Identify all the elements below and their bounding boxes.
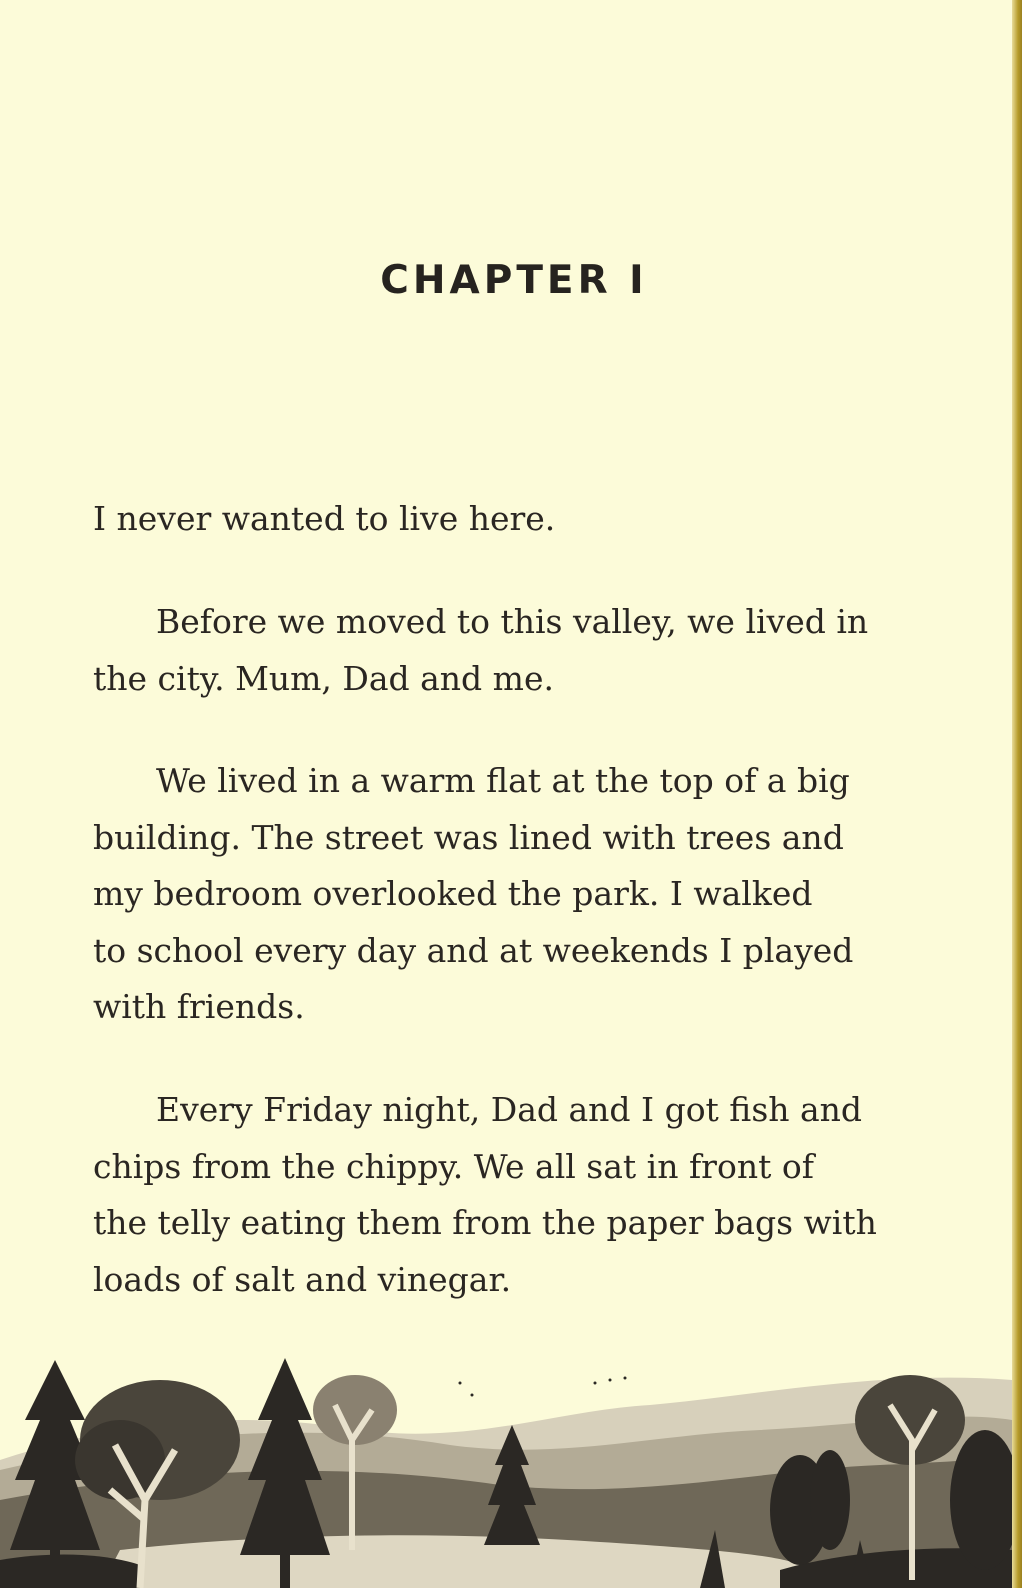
chapter-heading: CHAPTER I: [380, 258, 648, 303]
paragraph-2: [93, 594, 943, 707]
text-line: with friends.: [93, 987, 305, 1026]
text-line: We lived in a warm flat at the top of a big: [156, 761, 850, 800]
text-line: the city. Mum, Dad and me.: [93, 658, 554, 698]
text-line: loads of salt and vinegar.: [93, 1259, 512, 1299]
text-line: Every Friday night, Dad and I got fish and: [156, 1090, 863, 1129]
text-line: building. The street was lined with trees and: [93, 817, 844, 857]
paragraph-3: [93, 753, 943, 1036]
text-line: chips from the chippy. We all sat in front of: [93, 1146, 814, 1186]
ground: [0, 1555, 140, 1588]
page-edge: [1012, 0, 1022, 1588]
text-line: my bedroom overlooked the park. I walked: [93, 874, 813, 913]
text-line: Before we moved to this valley, we lived in: [156, 602, 869, 641]
birds: [459, 1377, 627, 1397]
paragraph-4: [93, 1082, 943, 1308]
pine-tree: [240, 1358, 330, 1588]
valley-illustration: [0, 1350, 1012, 1588]
paragraph-1: [93, 491, 943, 548]
text-line: to school every day and at weekends I played: [93, 930, 854, 970]
text-line: the telly eating them from the paper bags with: [93, 1203, 877, 1242]
text-line: I never wanted to live here.: [93, 499, 556, 538]
